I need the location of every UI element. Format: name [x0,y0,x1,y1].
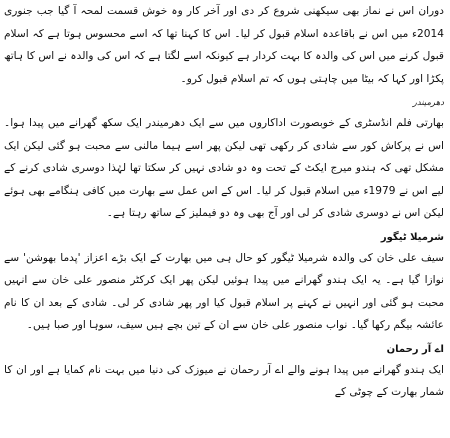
article-paragraph: سیف علی خان کی والدہ شرمیلا ٹیگور کو حال ہی میں بھارت کے ایک بڑے اعزاز 'پدما بھوشن' سے نوازا گیا ہے۔ یہ ایک ہندو گھرانے میں پیدا ہوئیں لیکن پھر ایک کرکٹر منصور علی خان سے انہیں محبت ہو گئی اور انہیں نے کہنے پر اسلام قبول کیا اور پھر شادی کر لی۔ شادی کے بعد ان کا نام عائشہ بیگم رکھا گیا۔ نواب منصور علی خان سے ان کے تین بچے ہیں سیف، سوہا اور صبا ہیں۔ [4,251,444,331]
article-paragraph: دوران اس نے نماز بھی سیکھنی شروع کر دی اور آخر کار وہ خوش قسمت لمحہ آ گیا جب جنوری 2014ء میں اس نے باقاعدہ اسلام قبول کر لیا۔ اس کا کہنا تھا کہ اسے محسوس ہوتا ہے کہ اسلام قبول کرنے میں اس کی والدہ کا بہت کردار ہے کیونکہ اسے لگتا ہے کہ اس کی والدہ نے اس کا ہاتھ پکڑا اور کہا کہ بیٹا میں چاہتی ہوں کہ تم اسلام قبول کرو۔ [4,5,444,85]
section-heading-ar-rahman: اے آر رحمان [386,343,444,355]
section-heading-dharmendra: دھرمیندر [412,98,444,108]
article-paragraph: بھارتی فلم انڈسٹری کے خوبصورت اداکاروں میں سے ایک دھرمیندر ایک سکھ گھرانے میں پیدا ہوا۔ اس نے پرکاش کور سے شادی کر رکھی تھی لیکن پھر اسے ہیما مالنی سے محبت ہو گئی لیکن ایک مشکل تھی کہ ہندو میرج ایکٹ کے تحت وہ دو شادی نہیں کر سکتا تھا لہٰذا دوسری شادی کرنے کے لیے اس نے 1979ء میں اسلام قبول کر لیا۔ اس کے اس عمل سے بھارت میں کافی ہنگامے بھی ہوئے لیکن اس نے دوسری شادی کر لی اور آج بھی وہ دو فیملیز کے ساتھ رہتا ہے۔ [4,117,444,219]
section-heading-sharmila-tagore: شرمیلا ٹیگور [380,231,444,243]
article-paragraph: ایک ہندو گھرانے میں پیدا ہونے والے اے آر رحمان نے میوزک کی دنیا میں بہت نام کمایا ہے اور ان کا شمار بھارت کے چوٹی کے [4,363,444,398]
